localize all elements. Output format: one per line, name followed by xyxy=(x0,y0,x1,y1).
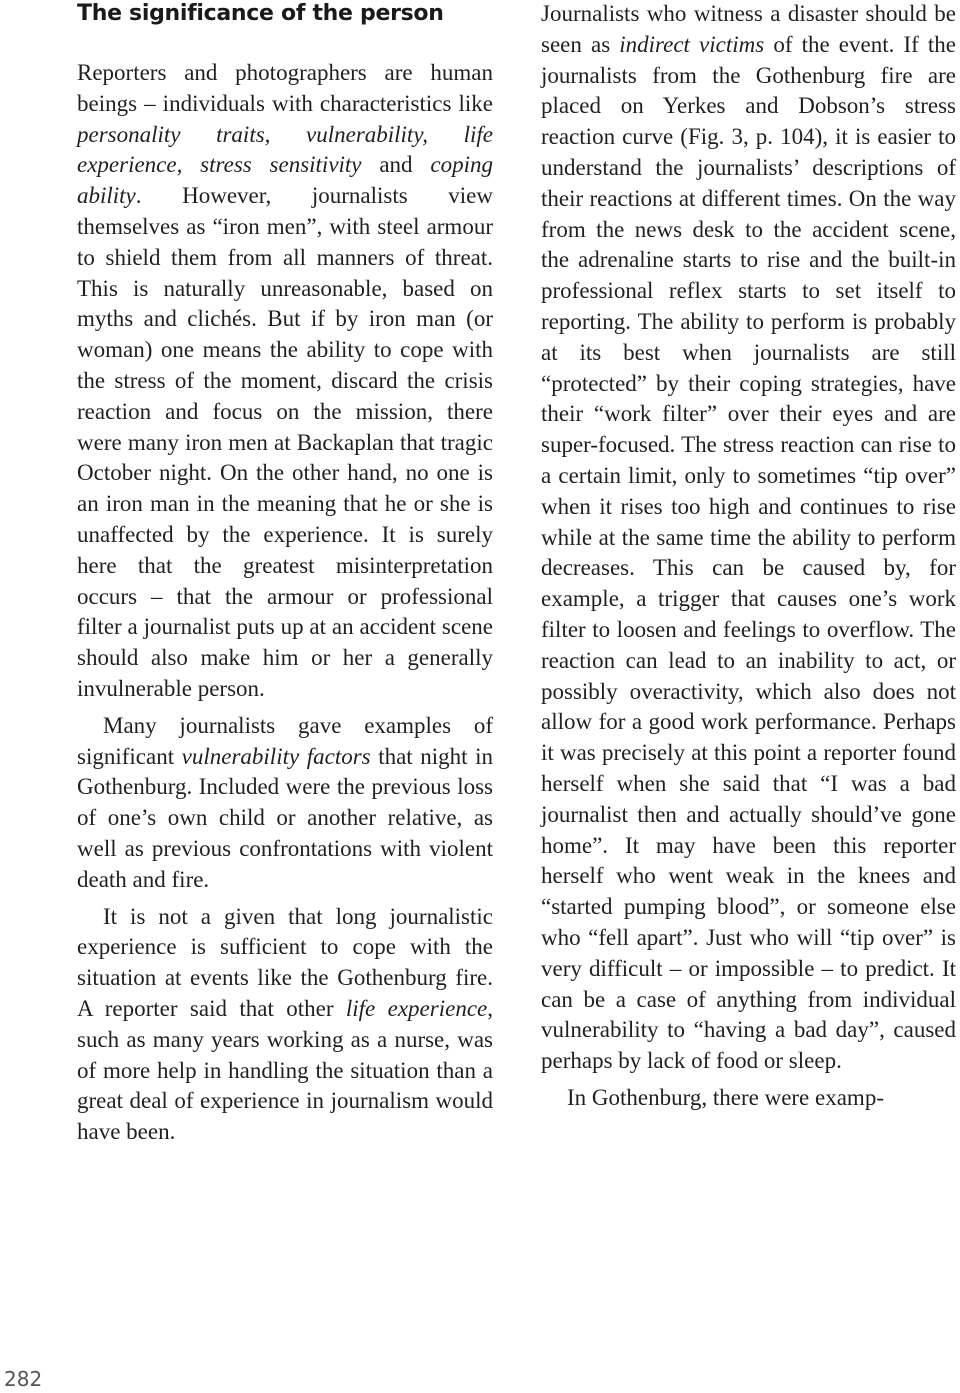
italic-run: indirect victims xyxy=(619,31,765,57)
italic-run: coping ability xyxy=(77,152,493,209)
text-run: Reporters and photographers are human beings – individuals with characteristics like xyxy=(77,60,493,116)
text-run: Many journalists gave examples of significant xyxy=(77,712,493,769)
text-run: , such as many years working as a nurse, was of more help in handling the situation than a great deal of experience in journalism would have been. xyxy=(77,995,493,1145)
text-run: In Gothenburg, there were examp- xyxy=(567,1084,884,1110)
right-column xyxy=(541,0,956,1114)
paragraph xyxy=(77,58,493,705)
text-run: and xyxy=(361,152,431,178)
italic-run: personality traits, vulnerability, life experience, stress sensitivity xyxy=(77,121,493,178)
paragraph xyxy=(541,0,956,1077)
paragraph xyxy=(77,711,493,896)
text-run: of the event. If the journalists from the Gothenburg fire are placed on Yerkes and Dobson’s stress reaction curve (Fig. 3, p. 104), it is easier to understand the journalists’ descriptions of their reactions at different times. On the way from the news desk to the accident scene, the adrenaline starts to rise and the built-in professional reflex starts to set itself to reporting. The ability to perform is probably at its best when journalists are still “protected” by their coping strategies, have their “work filter” over their eyes and are super-focused. The stress reaction can rise to a certain limit, only to sometimes “tip over” when it rises too high and continues to rise while at the same time the ability to perform decreases. This can be caused by, for example, a trigger that causes one’s work filter to loosen and feelings to overflow. The reaction can lead to an inability to act, or possibly overactivity, which also does not allow for a good work performance. Perhaps it was precisely at this point a reporter found herself when she said that “I was a bad journalist then and actually should’ve gone home”. It may have been this reporter herself who went weak in the knees and “started pumping blood”, or someone else who “fell apart”. Just who will “tip over” is very difficult – or impossible – to predict. It can be a case of anything from individual vulnerability to “having a bad day”, caused perhaps by lack of food or sleep. xyxy=(541,31,956,1074)
paragraph xyxy=(77,902,493,1148)
text-run: It is not a given that long journalistic experience is sufficient to cope with the situation at events like the Gothenburg fire. A reporter said that other xyxy=(77,903,493,1021)
text-run: Journalists who witness a disaster should be seen as xyxy=(541,1,956,57)
italic-run: life experience xyxy=(345,995,488,1021)
italic-run: vulnerability factors xyxy=(181,743,371,769)
section-heading: The significance of the person xyxy=(77,1,444,26)
left-column xyxy=(77,58,493,1148)
text-run: that night in Gothenburg. Included were the previous loss of one’s own child or another relative, as well as previous confrontations with violent death and fire. xyxy=(77,743,493,892)
paragraph xyxy=(541,1083,956,1114)
text-run: . However, journalists view themselves as “iron men”, with steel armour to shield them from all manners of threat. This is naturally unreasonable, based on myths and clichés. But if by iron man (or woman) one means the ability to cope with the stress of the moment, discard the crisis reaction and focus on the mission, there were many iron men at Backaplan that tragic October night. On the other hand, no one is an iron man in the meaning that he or she is unaffected by the experience. It is surely here that the greatest misinterpretation occurs – that the armour or professional filter a journalist puts up at an accident scene should also make him or her a generally invulnerable person. xyxy=(77,183,493,701)
page-number: 282 xyxy=(4,1367,43,1391)
